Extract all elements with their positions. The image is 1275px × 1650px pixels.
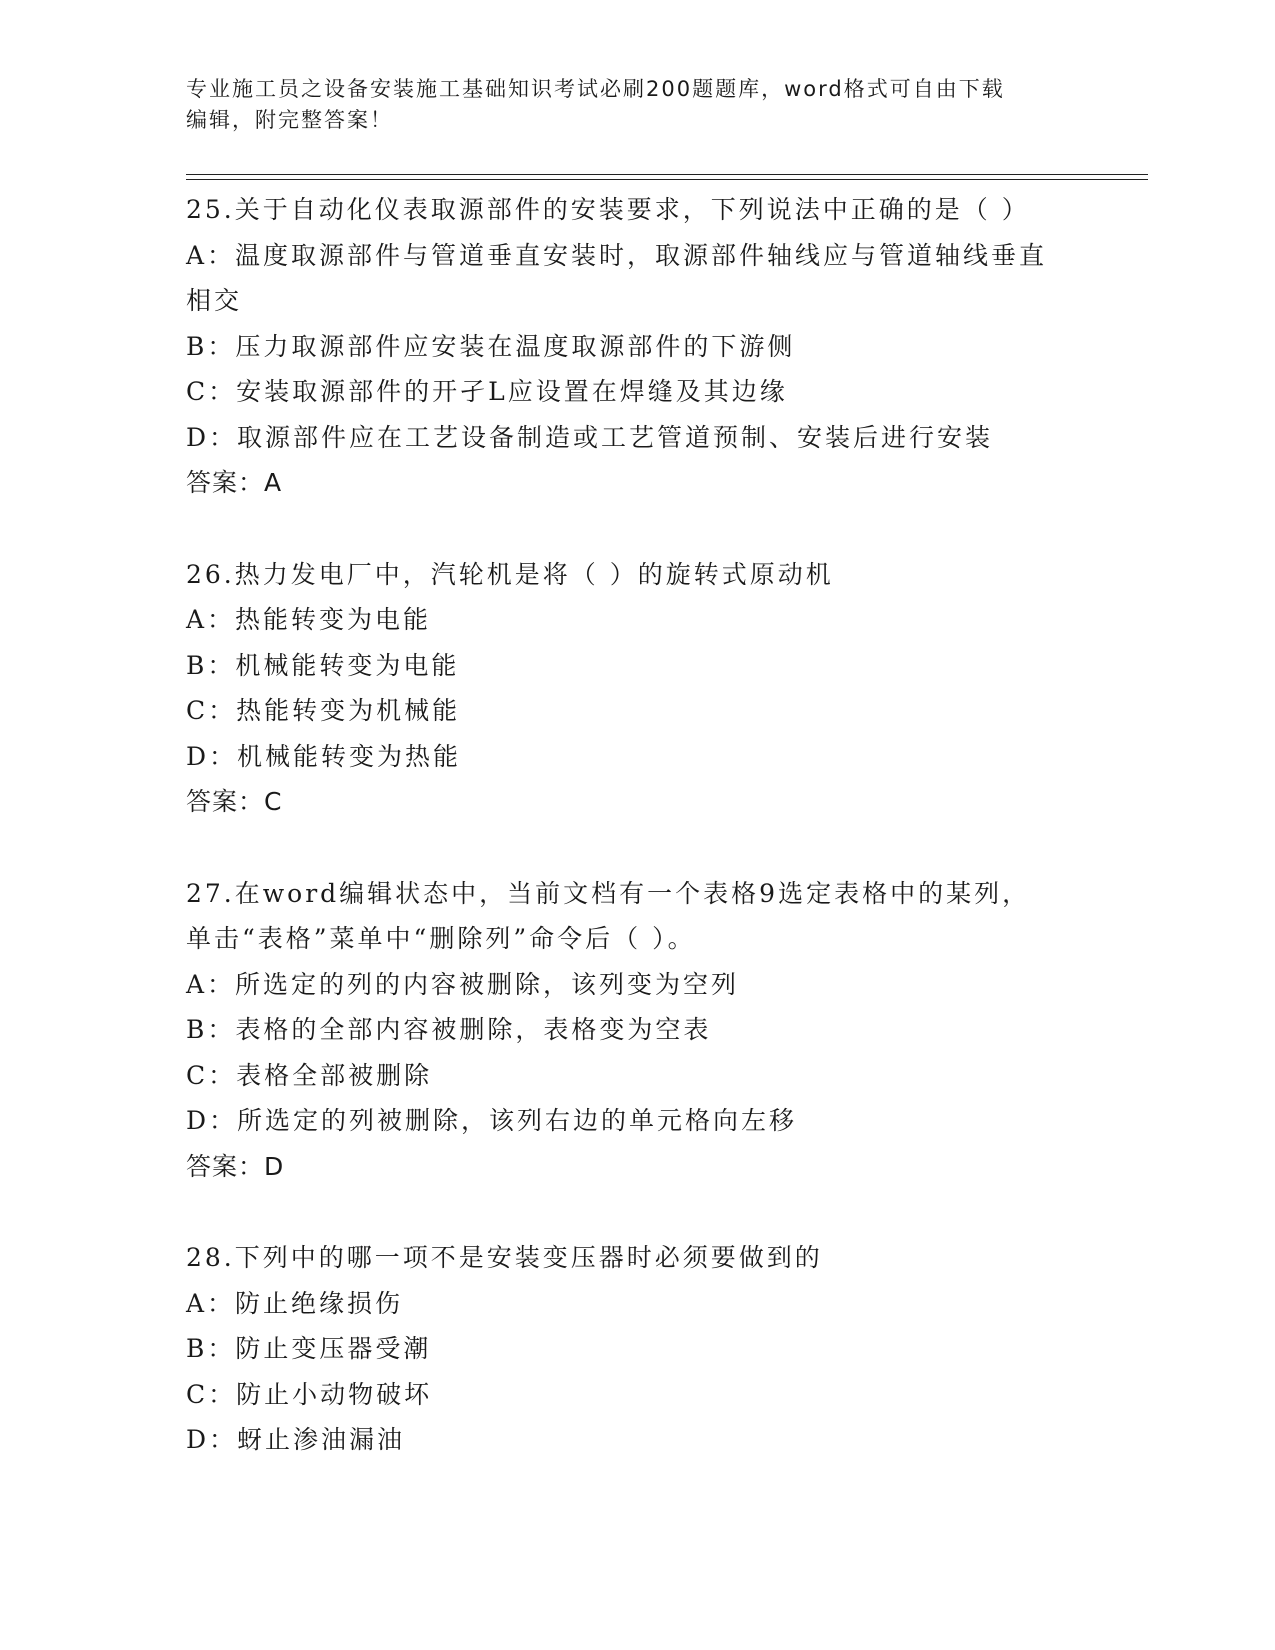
option-d: D：机械能转变为热能: [186, 741, 462, 771]
question-27: [186, 871, 1086, 1190]
option-b: B：表格的全部内容被删除，表格变为空表: [186, 1015, 712, 1044]
option-d: D：所选定的列被删除，该列右边的单元格向左移: [186, 1106, 798, 1135]
option-c: C：热能转变为机械能: [186, 696, 461, 725]
option-c: C：安装取源部件的开孑L应设置在焊缝及其边缘: [186, 377, 788, 406]
option-b: B：机械能转变为电能: [186, 650, 460, 680]
header-line-1: 专业施工员之设备安装施工基础知识考试必刷200题题库，word格式可自由下载: [186, 77, 1005, 101]
option-a: A：防止绝缘损伤: [186, 1288, 404, 1318]
question-stem: 25.关于自动化仪表取源部件的安装要求，下列说法中正确的是（ ）: [186, 195, 1030, 224]
option-a: A：热能转变为电能: [186, 605, 432, 634]
answer-text: 答案：A: [186, 468, 283, 497]
question-stem-continued: 单击“表格”菜单中“删除列”命令后（ ）。: [186, 924, 696, 953]
question-list: [186, 187, 1086, 1463]
question-stem: 27.在word编辑状态中，当前文档有一个表格9选定表格中的某列，: [186, 878, 1031, 908]
question-25: [186, 187, 1086, 506]
question-26: [186, 552, 1086, 825]
question-stem: 28.下列中的哪一项不是安装变压器时必须要做到的: [186, 1243, 823, 1272]
header-line-2: 编辑，附完整答案！: [186, 108, 393, 132]
document-header: [186, 74, 1086, 136]
option-a-continued: 相交: [186, 286, 243, 315]
option-b: B：压力取源部件应安装在温度取源部件的下游侧: [186, 331, 796, 361]
header-divider: [186, 174, 1148, 180]
option-d: D：蚜止渗油漏油: [186, 1425, 406, 1454]
option-c: C：防止小动物破坏: [186, 1379, 433, 1409]
answer-text: 答案：D: [186, 1151, 285, 1181]
option-c: C：表格全部被删除: [186, 1060, 433, 1090]
option-d: D：取源部件应在工艺设备制造或工艺管道预制、安装后进行安装: [186, 422, 994, 452]
option-a: A：温度取源部件与管道垂直安装时，取源部件轴线应与管道轴线垂直: [186, 240, 1048, 270]
option-b: B：防止变压器受潮: [186, 1334, 432, 1363]
answer-text: 答案：C: [186, 787, 283, 816]
option-a: A：所选定的列的内容被删除，该列变为空列: [186, 969, 740, 999]
question-stem: 26.热力发电厂中，汽轮机是将（ ）的旋转式原动机: [186, 559, 834, 589]
question-28: [186, 1235, 1086, 1463]
